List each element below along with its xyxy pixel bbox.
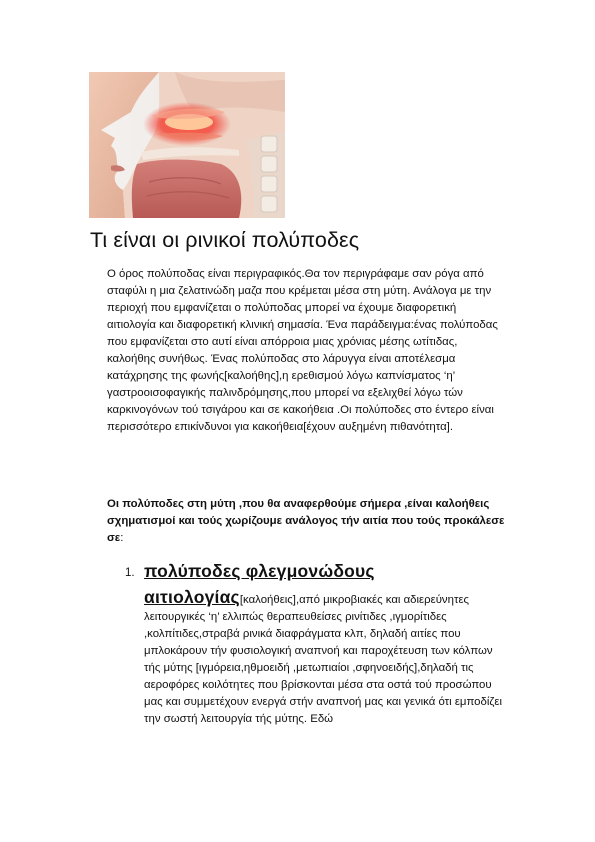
list-body-text: [καλοήθεις],από μικροβιακές και αδιερεύνητες λειτουργικές ‘η’ ελλιπώς θεραπευθείσες ρινίτιδες ,ιγμορίτιδες ,κολπίτιδες,στραβά ρινικά διαφράγματα κλπ, δηλαδή αιτίες που μπλοκάρουν τήν φυσιολογική αναπνοή και παροχέτευση των κόλπων τής μύτης [ιγμόρεια,ηθμοειδή ,μετωπιαίοι ,σφηνοειδής],δηλαδή τις αεροφόρες κοιλότητες που βρίσκονται μέσα στα οστά τού προσώπου μας και συμμετέχουν ενεργά στήν αναπνοή μας και γενικά ότι εμποδίζει την σωστή λειτουργία τής μύτης. Εδώ: [144, 594, 503, 726]
list-item-body: [144, 589, 512, 728]
lead-colon: :: [120, 532, 124, 545]
page-title: Τι είναι οι ρινικοί πολύποδες: [90, 228, 360, 252]
list-item-heading: [144, 561, 375, 582]
list-item-number: 1.: [125, 567, 135, 579]
nasal-anatomy-illustration: [89, 72, 285, 218]
lead-text: Οι πολύποδες στη μύτη ,που θα αναφερθούμε σήμερα ,είναι καλοήθεις σχηματισμοί και τούς χωρίζουμε ανάλογος τήν αιτία που τούς προκάλεσε σε: [107, 498, 505, 545]
list-heading-line1: πολύποδες φλεγμονώδους: [144, 561, 375, 581]
intro-paragraph: Ο όρος πολύποδας είναι περιγραφικός.Θα τον περιγράφαμε σαν ρόγα από σταφύλι η μια ζελατινώδη μαζα που κρέμεται μέσα στη μύτη. Ανάλογα με την περιοχή που εμφανίζεται ο πολύποδας μπορεί να έχουμε διαφορετική αιτιολογία και διαφορετική κλινική σημασία. Ένα παράδειγμα:ένας πολύποδας που εμφανίζεται στο αυτί είναι απόρροια μιας χρόνιας μέσης ωτίτιδας, καλοήθης συνήθως. Ένας πολύποδας στο λάρυγγα είναι αποτέλεσμα κατάχρησης της φωνής[καλοήθης],η ερεθισμού λόγω καπνίσματος ‘η’ γαστροοισοφαγικής παλινδρόμησης,που μπορεί να εξελιχθεί λόγω τών καρκινογόνων τού τσιγάρου και σε κακοήθεια .Οι πολύποδες στο έντερο είναι περισσότερο επικίνδυνοι για κακοήθεια[έχουν αυξημένη πιθανότητα].: [107, 268, 498, 434]
list-heading-line2: αιτιολογίας: [144, 587, 240, 607]
lead-paragraph: [107, 496, 507, 547]
